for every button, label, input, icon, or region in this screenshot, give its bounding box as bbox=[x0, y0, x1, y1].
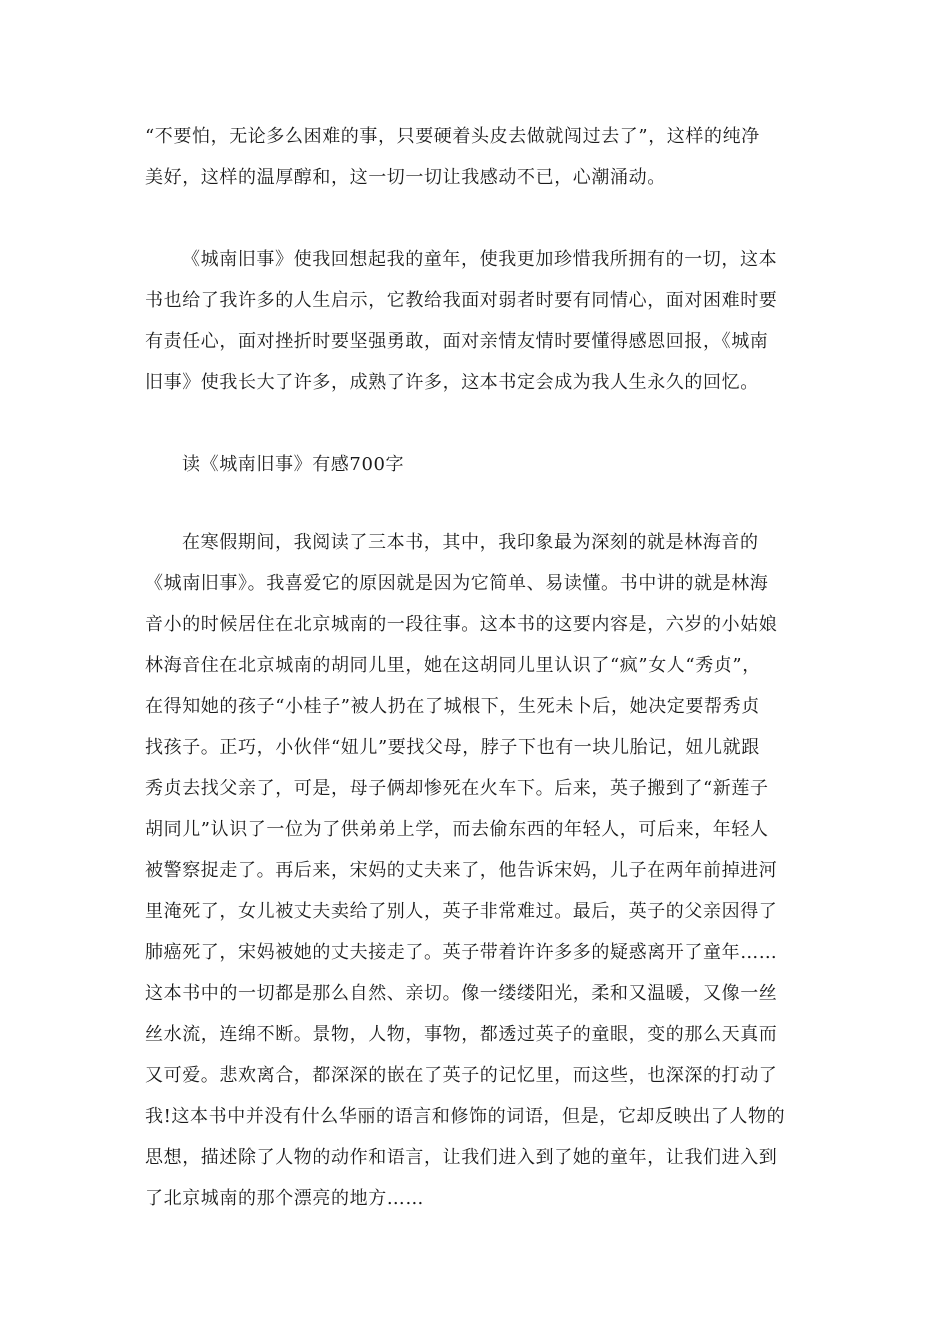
paragraph-line: 了北京城南的那个漂亮的地方…… bbox=[145, 1188, 424, 1209]
paragraph-line: 这本书中的一切都是那么自然、亲切。像一缕缕阳光，柔和又温暖，又像一丝 bbox=[145, 983, 778, 1004]
paragraph-line: 秀贞去找父亲了，可是，母子俩却惨死在火车下。后来，英子搬到了“新莲子 bbox=[145, 778, 769, 799]
paragraph-line: 又可爱。悲欢离合，都深深的嵌在了英子的记忆里，而这些，也深深的打动了 bbox=[145, 1065, 778, 1086]
paragraph-line: 林海音住在北京城南的胡同儿里，她在这胡同儿里认识了“疯”女人“秀贞”， bbox=[145, 655, 761, 676]
paragraph-line: 有责任心，面对挫折时要坚强勇敢，面对亲情友情时要懂得感恩回报，《城南 bbox=[145, 331, 769, 352]
paragraph-line: 丝水流，连绵不断。景物，人物，事物，都透过英子的童眼，变的那么天真而 bbox=[145, 1024, 778, 1045]
section-heading bbox=[145, 444, 810, 485]
paragraph-2 bbox=[145, 239, 810, 403]
paragraph-line: 被警察捉走了。再后来，宋妈的丈夫来了，他告诉宋妈，儿子在两年前掉进河 bbox=[145, 860, 778, 881]
paragraph-line: 我!这本书中并没有什么华丽的语言和修饰的词语，但是，它却反映出了人物的 bbox=[145, 1106, 786, 1127]
paragraph-1 bbox=[145, 116, 810, 198]
paragraph-line: 书也给了我许多的人生启示，它教给我面对弱者时要有同情心，面对困难时要 bbox=[145, 290, 778, 311]
paragraph-line: 胡同儿”认识了一位为了供弟弟上学，而去偷东西的年轻人，可后来，年轻人 bbox=[145, 819, 769, 840]
paragraph-line: 肺癌死了，宋妈被她的丈夫接走了。英子带着许许多多的疑惑离开了童年…… bbox=[145, 942, 778, 963]
paragraph-3 bbox=[145, 522, 810, 1219]
paragraph-line: 旧事》使我长大了许多，成熟了许多，这本书定会成为我人生永久的回忆。 bbox=[145, 372, 759, 393]
paragraph-line: 在寒假期间，我阅读了三本书，其中，我印象最为深刻的就是林海音的 bbox=[182, 532, 759, 553]
paragraph-line: 在得知她的孩子“小桂子”被人扔在了城根下，生死未卜后，她决定要帮秀贞 bbox=[145, 696, 760, 717]
paragraph-line: 《城南旧事》使我回想起我的童年，使我更加珍惜我所拥有的一切，这本 bbox=[182, 249, 778, 270]
paragraph-line: 音小的时候居住在北京城南的一段往事。这本书的这要内容是，六岁的小姑娘 bbox=[145, 614, 778, 635]
paragraph-line: 里淹死了，女儿被丈夫卖给了别人，英子非常难过。最后，英子的父亲因得了 bbox=[145, 901, 778, 922]
paragraph-line: 找孩子。正巧，小伙伴“妞儿”要找父母，脖子下也有一块儿胎记，妞儿就跟 bbox=[145, 737, 760, 758]
paragraph-line: “不要怕，无论多么困难的事，只要硬着头皮去做就闯过去了”，这样的纯净 bbox=[145, 126, 760, 147]
paragraph-line: 美好，这样的温厚醇和，这一切一切让我感动不已，心潮涌动。 bbox=[145, 167, 666, 188]
paragraph-line: 思想，描述除了人物的动作和语言，让我们进入到了她的童年，让我们进入到 bbox=[145, 1147, 778, 1168]
paragraph-line: 《城南旧事》。我喜爱它的原因就是因为它简单、易读懂。书中讲的就是林海 bbox=[145, 573, 769, 594]
heading-text: 读《城南旧事》有感700字 bbox=[182, 454, 405, 475]
